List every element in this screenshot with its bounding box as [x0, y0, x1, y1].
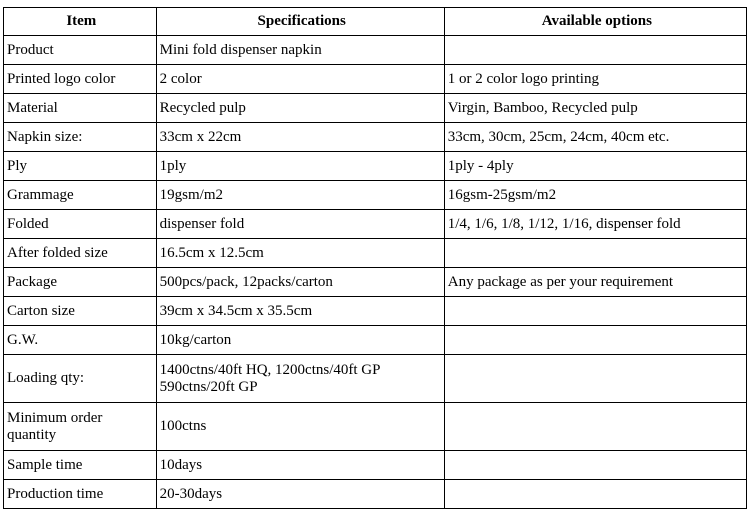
cell-spec: 33cm x 22cm [156, 123, 444, 152]
cell-options [444, 480, 746, 509]
cell-item: Grammage [4, 181, 157, 210]
cell-spec-line: 590ctns/20ft GP [159, 378, 258, 395]
cell-item: G.W. [4, 326, 157, 355]
cell-item: Carton size [4, 297, 157, 326]
cell-options: 1ply - 4ply [444, 152, 746, 181]
table-header-row [4, 8, 747, 36]
cell-options [444, 239, 746, 268]
cell-spec: 10days [156, 451, 444, 480]
table-row [4, 297, 747, 326]
table-row [4, 480, 747, 509]
cell-options: 16gsm-25gsm/m2 [444, 181, 746, 210]
cell-item: After folded size [4, 239, 157, 268]
table-row [4, 355, 747, 403]
cell-spec: 16.5cm x 12.5cm [156, 239, 444, 268]
cell-spec: Mini fold dispenser napkin [156, 36, 444, 65]
cell-item: Production time [4, 480, 157, 509]
cell-item: Product [4, 36, 157, 65]
cell-spec: 20-30days [156, 480, 444, 509]
table-row [4, 65, 747, 94]
cell-item: Folded [4, 210, 157, 239]
cell-item: Loading qty: [4, 355, 157, 403]
header-specifications: Specifications [156, 8, 444, 36]
table-row [4, 181, 747, 210]
cell-item-line: Minimum order [7, 409, 103, 426]
cell-item [4, 403, 157, 451]
cell-spec: 39cm x 34.5cm x 35.5cm [156, 297, 444, 326]
cell-spec: 100ctns [156, 403, 444, 451]
cell-options [444, 36, 746, 65]
cell-options [444, 326, 746, 355]
cell-spec: 19gsm/m2 [156, 181, 444, 210]
header-available-options: Available options [444, 8, 746, 36]
table-row [4, 403, 747, 451]
cell-options: 1 or 2 color logo printing [444, 65, 746, 94]
cell-item-line: quantity [7, 426, 57, 443]
cell-item: Napkin size: [4, 123, 157, 152]
cell-spec: 10kg/carton [156, 326, 444, 355]
table-row [4, 152, 747, 181]
table-row [4, 210, 747, 239]
cell-spec: 500pcs/pack, 12packs/carton [156, 268, 444, 297]
cell-options: Virgin, Bamboo, Recycled pulp [444, 94, 746, 123]
cell-options: Any package as per your requirement [444, 268, 746, 297]
cell-options [444, 403, 746, 451]
cell-options [444, 451, 746, 480]
cell-spec: 1ply [156, 152, 444, 181]
cell-item: Printed logo color [4, 65, 157, 94]
table-row [4, 94, 747, 123]
cell-spec: 2 color [156, 65, 444, 94]
cell-item: Sample time [4, 451, 157, 480]
header-item: Item [4, 8, 157, 36]
table-row [4, 123, 747, 152]
cell-item: Material [4, 94, 157, 123]
cell-spec: Recycled pulp [156, 94, 444, 123]
cell-options [444, 355, 746, 403]
cell-spec [156, 355, 444, 403]
specification-table [3, 7, 747, 509]
cell-spec-line: 1400ctns/40ft HQ, 1200ctns/40ft GP [159, 361, 381, 378]
cell-options: 1/4, 1/6, 1/8, 1/12, 1/16, dispenser fold [444, 210, 746, 239]
cell-item: Package [4, 268, 157, 297]
cell-options: 33cm, 30cm, 25cm, 24cm, 40cm etc. [444, 123, 746, 152]
table-row [4, 326, 747, 355]
cell-item: Ply [4, 152, 157, 181]
table-row [4, 239, 747, 268]
cell-spec: dispenser fold [156, 210, 444, 239]
table-row [4, 268, 747, 297]
cell-options [444, 297, 746, 326]
table-row [4, 36, 747, 65]
table-row [4, 451, 747, 480]
